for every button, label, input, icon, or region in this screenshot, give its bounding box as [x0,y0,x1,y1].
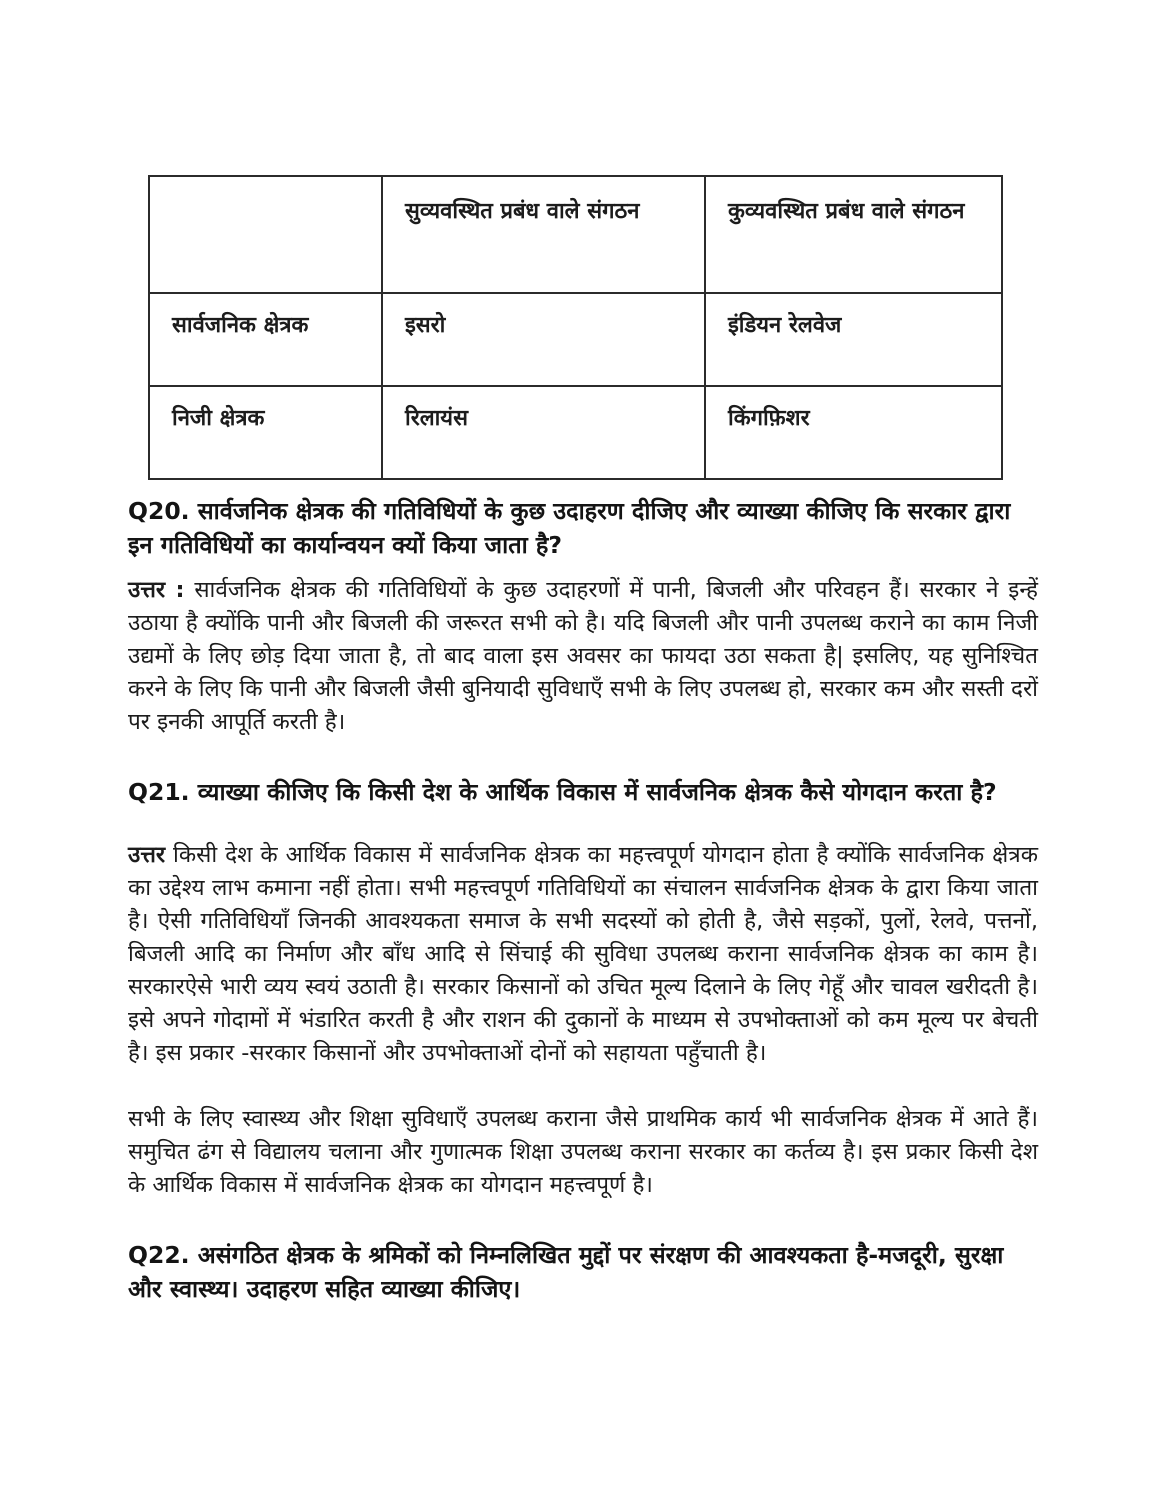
document-body [128,478,1038,1306]
answer-text-q21: किसी देश के आर्थिक विकास में सार्वजनिक क्षेत्रक का महत्त्वपूर्ण योगदान होता है क्योंकि सार्वजनिक क्षेत्रक का उद्देश्य लाभ कमाना नहीं होता। सभी महत्त्वपूर्ण गतिविधियों का संचालन सार्वजनिक क्षेत्रक के द्वारा किया जाता है। ऐसी गतिविधियाँ जिनकी आवश्यकता समाज के सभी सदस्यों को होती है, जैसे सड़कों, पुलों, रेलवे, पत्तनों, बिजली आदि का निर्माण और बाँध आदि से सिंचाई की सुविधा उपलब्ध कराना सार्वजनिक क्षेत्रक का काम है। सरकारऐसे भारी व्यय स्वयं उठाती है। सरकार किसानों को उचित मूल्य दिलाने के लिए गेहूँ और चावल खरीदती है। इसे अपने गोदामों में भंडारित करती है और राशन की दुकानों के माध्यम से उपभोक्ताओं को कम मूल्य पर बेचती है। इस प्रकार -सरकार किसानों और उपभोक्ताओं दोनों को सहायता पहुँचाती है। [128,842,1038,1066]
question-21-answer [128,839,1038,1070]
question-21-answer-paragraph-2: सभी के लिए स्वास्थ्य और शिक्षा सुविधाएँ उपलब्ध कराना जैसे प्राथमिक कार्य भी सार्वजनिक क्षेत्रक में आते हैं। समुचित ढंग से विद्यालय चलाना और गुणात्मक शिक्षा उपलब्ध कराना सरकार का कर्तव्य है। इस प्रकार किसी देश के आर्थिक विकास में सार्वजनिक क्षेत्रक का योगदान महत्त्वपूर्ण है। [128,1106,1038,1198]
sector-comparison-table [148,175,1003,480]
table-row-private-sector [149,386,1002,479]
table-header-empty-cell [149,176,382,293]
answer-label-q21: उत्तर [128,842,166,868]
cell-private-well-managed: रिलायंस [382,386,705,479]
row-label-private-sector: निजी क्षेत्रक [149,386,382,479]
answer-text-q20: सार्वजनिक क्षेत्रक की गतिविधियों के कुछ उदाहरणों में पानी, बिजली और परिवहन हैं। सरकार ने इन्हें उठाया है क्योंकि पानी और बिजली की जरूरत सभी को है। यदि बिजली और पानी उपलब्ध कराने का काम निजी उद्यमों के लिए छोड़ दिया जाता है, तो बाद वाला इस अवसर का फायदा उठा सकता है| इसलिए, यह सुनिश्चित करने के लिए कि पानी और बिजली जैसी बुनियादी सुविधाएँ सभी के लिए उपलब्ध हो, सरकार कम और सस्ती दरों पर इनकी आपूर्ति करती है। [128,577,1038,735]
question-22-heading: Q22. असंगठित क्षेत्रक के श्रमिकों को निम्नलिखित मुद्दों पर संरक्षण की आवश्यकता है-मजदूरी, सुरक्षा और स्वास्थ्य। उदाहरण सहित व्याख्या कीजिए। [128,1241,1004,1303]
table-header-badly-managed: कुव्यवस्थित प्रबंध वाले संगठन [705,176,1002,293]
question-21-heading: Q21. व्याख्या कीजिए कि किसी देश के आर्थिक विकास में सार्वजनिक क्षेत्रक कैसे योगदान करता है? [128,778,997,806]
answer-label-q20: उत्तर : [128,577,185,603]
table-row-public-sector [149,293,1002,386]
row-label-public-sector: सार्वजनिक क्षेत्रक [149,293,382,386]
cell-public-badly-managed: इंडियन रेलवेज [705,293,1002,386]
table-header-well-managed: सुव्यवस्थित प्रबंध वाले संगठन [382,176,705,293]
question-20-answer [128,574,1038,739]
cell-private-badly-managed: किंगफ़िशर [705,386,1002,479]
cell-public-well-managed: इसरो [382,293,705,386]
question-20-heading: Q20. सार्वजनिक क्षेत्रक की गतिविधियों के कुछ उदाहरण दीजिए और व्याख्या कीजिए कि सरकार द्वारा इन गतिविधियों का कार्यान्वयन क्यों किया जाता है? [128,497,1011,559]
table-header-row [149,176,1002,293]
